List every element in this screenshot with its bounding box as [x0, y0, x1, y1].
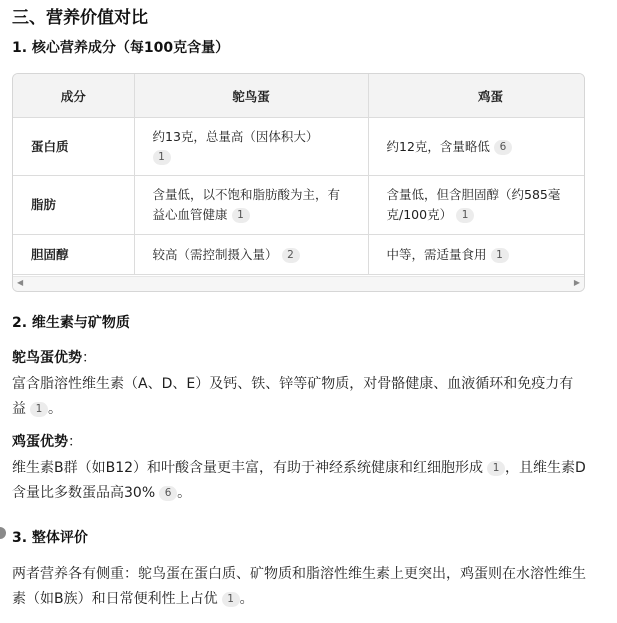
cell-text: 约12克，含量略低 [386, 138, 490, 154]
citation-badge[interactable]: 6 [159, 486, 177, 501]
table-cell [134, 176, 368, 235]
table-row [13, 235, 585, 275]
table-cell [134, 118, 368, 176]
nutrition-table-container[interactable] [12, 73, 585, 292]
citation-badge[interactable]: 1 [487, 461, 505, 476]
citation-badge[interactable]: 1 [30, 402, 48, 417]
column-header-chicken: 鸡蛋 [368, 74, 585, 118]
bullet-marker [0, 527, 6, 539]
row-label: 脂肪 [13, 176, 134, 235]
citation-badge[interactable]: 1 [232, 208, 250, 223]
cell-text: 约13克，总量高（因体积大） [152, 128, 319, 144]
table-row [13, 176, 585, 235]
overall-evaluation-text: 两者营养各有侧重：鸵鸟蛋在蛋白质、矿物质和脂溶性维生素上更突出，鸡蛋则在水溶性维生素（如B族）和日常便利性上占优 1 。 [12, 566, 586, 607]
nutrition-table [13, 74, 585, 275]
vitamins-minerals-heading: 2. 维生素与矿物质 [12, 315, 130, 331]
chicken-advantage-label: 鸡蛋优势： [12, 434, 82, 450]
citation-badge[interactable]: 1 [153, 150, 171, 165]
cell-text: 中等，需适量食用 [386, 246, 487, 262]
cell-text: 含量低，以不饱和脂肪酸为主，有益心血管健康 [152, 187, 341, 222]
horizontal-scrollbar[interactable] [13, 276, 584, 291]
table-cell [368, 235, 585, 275]
ostrich-advantage-text: 富含脂溶性维生素（A、D、E）及钙、铁、锌等矿物质，对骨骼健康、血液循环和免疫力有益 1 。 [12, 376, 574, 417]
cell-text: 较高（需控制摄入量） [152, 246, 278, 262]
column-header-component: 成分 [13, 74, 134, 118]
core-nutrients-heading: 1. 核心营养成分（每100克含量） [12, 40, 230, 56]
scroll-left-icon[interactable]: ◀ [17, 278, 24, 287]
table-cell [134, 235, 368, 275]
table-row [13, 118, 585, 176]
citation-badge[interactable]: 1 [491, 248, 509, 263]
table-cell [368, 118, 585, 176]
citation-badge[interactable]: 6 [494, 140, 512, 155]
citation-badge[interactable]: 1 [456, 208, 474, 223]
row-label: 胆固醇 [13, 235, 134, 275]
table-cell [368, 176, 585, 235]
section-title: 三、营养价值对比 [12, 8, 148, 28]
chicken-advantage-text: 维生素B群（如B12）和叶酸含量更丰富，有助于神经系统健康和红细胞形成 1 ，且维生素D含量比多数蛋品高30% 6 。 [12, 460, 586, 501]
column-header-ostrich: 鸵鸟蛋 [134, 74, 368, 118]
cell-text: 含量低，但含胆固醇（约585毫克/100克） [386, 187, 561, 222]
citation-badge[interactable]: 2 [282, 248, 300, 263]
overall-evaluation-heading: 3. 整体评价 [12, 530, 88, 546]
ostrich-advantage-label: 鸵鸟蛋优势： [12, 350, 96, 366]
scroll-right-icon[interactable]: ▶ [573, 278, 580, 287]
row-label: 蛋白质 [13, 118, 134, 176]
table-header-row [13, 74, 585, 118]
citation-badge[interactable]: 1 [222, 592, 240, 607]
